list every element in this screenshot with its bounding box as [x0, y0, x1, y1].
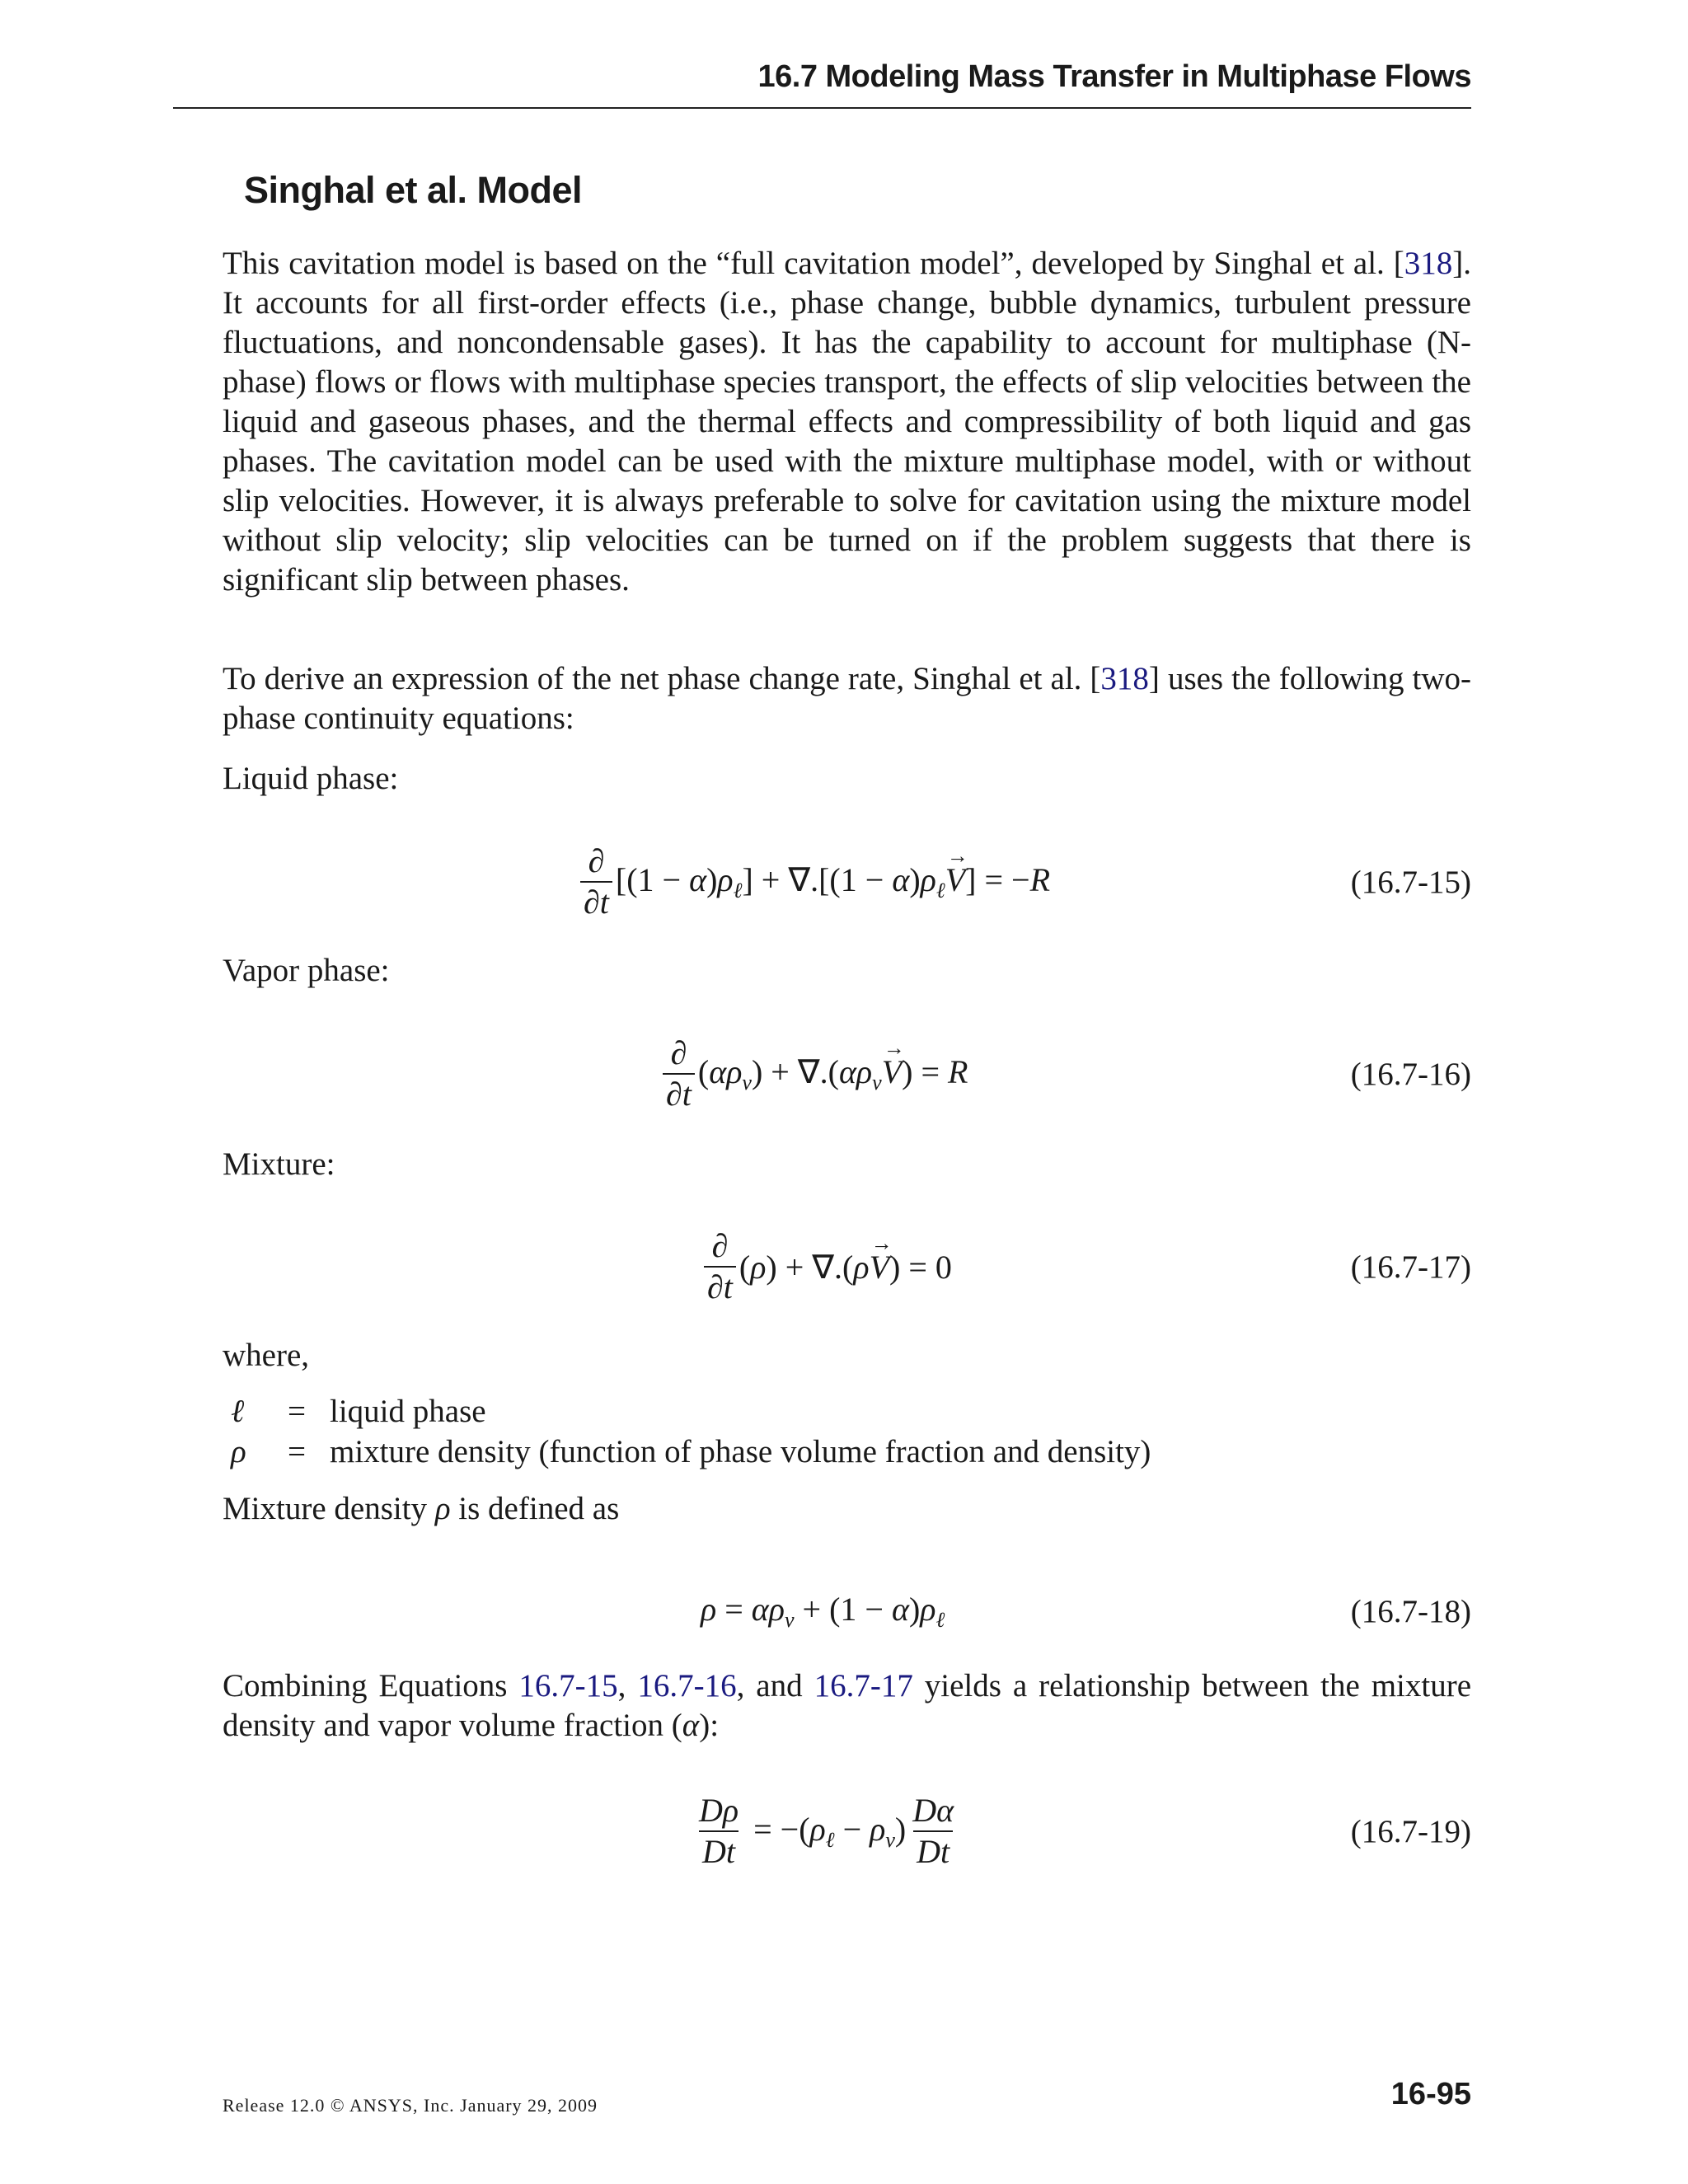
header-rule — [173, 107, 1471, 109]
equation-16-7-18 — [223, 1566, 1471, 1657]
label-liquid-phase: Liquid phase: — [223, 761, 399, 796]
paragraph-text: , and — [736, 1668, 814, 1704]
fraction: $\frac{\partial}{\partial t}$ — [663, 1035, 695, 1113]
equation-number: (16.7-18) — [1350, 1593, 1471, 1629]
equation-number: (16.7-19) — [1350, 1813, 1471, 1849]
equation-ref-link[interactable]: 16.7-16 — [637, 1668, 737, 1704]
paragraph-intro — [223, 244, 1471, 600]
paragraph-text: ): — [699, 1708, 720, 1743]
paragraph-text: yields a relationship between the mixture density and vapor volume fraction ( — [223, 1668, 1472, 1743]
mixture-density-sentence — [223, 1490, 619, 1527]
paragraph-combining — [223, 1666, 1471, 1746]
equation-body: $\frac{\partial}{\partial t}$ $[(1 - \alpha)\rho_\ell] + \nabla.[(1 - \alpha)\rho_\ell\to V] = -R$ — [577, 837, 1050, 927]
equation-16-7-19 — [223, 1786, 1471, 1877]
definition-equals: = — [288, 1434, 306, 1469]
sentence-text: is defined as — [450, 1491, 620, 1526]
definitions-list — [231, 1391, 1151, 1472]
citation-link[interactable]: 318 — [1100, 661, 1149, 696]
fraction: $\frac{D\alpha}{Dt}$ — [912, 1792, 954, 1870]
footer-release: Release 12.0 © ANSYS, Inc. January 29, 2009 — [223, 2095, 598, 2116]
equation-16-7-16 — [223, 1029, 1471, 1119]
definition-row — [231, 1391, 1151, 1432]
equation-16-7-17 — [223, 1221, 1471, 1312]
definition-symbol: ℓ — [231, 1394, 245, 1429]
paragraph-text: , — [617, 1668, 638, 1704]
definition-symbol: ρ — [231, 1434, 246, 1469]
fraction: $\frac{D\rho}{Dt}$ — [699, 1792, 739, 1870]
definition-row — [231, 1432, 1151, 1472]
fraction: $\frac{\partial}{\partial t}$ — [704, 1228, 736, 1305]
equation-number: (16.7-16) — [1350, 1056, 1471, 1092]
equation-body: $\frac{\partial}{\partial t}$ $(\alpha\rho_v) + \nabla.(\alpha\rho_v\to V) = R$ — [659, 1029, 968, 1119]
equation-body: $\frac{\partial}{\partial t}$ (ρ) + ∇.(ρ→ V) = 0 — [701, 1221, 952, 1312]
label-vapor-phase: Vapor phase: — [223, 953, 390, 988]
section-title: Singhal et al. Model — [244, 169, 583, 211]
label-where: where, — [223, 1338, 310, 1373]
sentence-text: Mixture density — [223, 1491, 435, 1526]
equation-number: (16.7-15) — [1350, 864, 1471, 900]
rho-symbol: ρ — [434, 1491, 451, 1526]
equation-ref-link[interactable]: 16.7-17 — [814, 1668, 913, 1704]
definition-text: mixture density (function of phase volume fraction and density) — [330, 1434, 1151, 1469]
paragraph-text: ]. It accounts for all first-order effects (i.e., phase change, bubble dynamics, turbulent pressure fluctuations, and noncondensable gases). It has the capability to account for multiphase (N-phase) flows or flows with multiphase species transport, the effects of slip velocities between the liquid and gaseous phases, and the thermal effects and compressibility of both liquid and gas phases. The cavitation model can be used with the mixture multiphase model, with or without slip velocities. However, it is always preferable to solve for cavitation using the mixture model without slip velocity; slip velocities can be turned on if the problem suggests that there is significant slip between phases. — [223, 246, 1471, 598]
paragraph-text: To derive an expression of the net phase change rate, Singhal et al. [ — [223, 661, 1101, 696]
running-header: 16.7 Modeling Mass Transfer in Multiphase Flows — [757, 59, 1471, 94]
label-mixture: Mixture: — [223, 1146, 335, 1182]
equation-number: (16.7-17) — [1350, 1249, 1471, 1285]
equation-body: $\rho = \alpha\rho_v + (1 - \alpha)\rho_\ell$ — [701, 1591, 945, 1632]
page-number: 16-95 — [1390, 2077, 1471, 2111]
definition-text: liquid phase — [330, 1394, 486, 1429]
paragraph-derivation — [223, 659, 1471, 738]
paragraph-text: Combining Equations — [223, 1668, 519, 1704]
equation-ref-link[interactable]: 16.7-15 — [518, 1668, 618, 1704]
paragraph-text: ] uses the following two-phase continuity equations: — [223, 661, 1471, 736]
citation-link[interactable]: 318 — [1404, 246, 1453, 281]
fraction: $\frac{\partial}{\partial t}$ — [580, 843, 612, 921]
equation-16-7-15 — [223, 837, 1471, 927]
alpha-symbol: α — [682, 1708, 700, 1743]
paragraph-text: This cavitation model is based on the “full cavitation model”, developed by Singhal et al. [ — [223, 246, 1404, 281]
equation-body: $\frac{D\rho}{Dt}$ = $-(\rho_\ell - \rho_v)$ $\frac{D\alpha}{Dt}$ — [692, 1786, 960, 1877]
definition-equals: = — [288, 1394, 306, 1429]
